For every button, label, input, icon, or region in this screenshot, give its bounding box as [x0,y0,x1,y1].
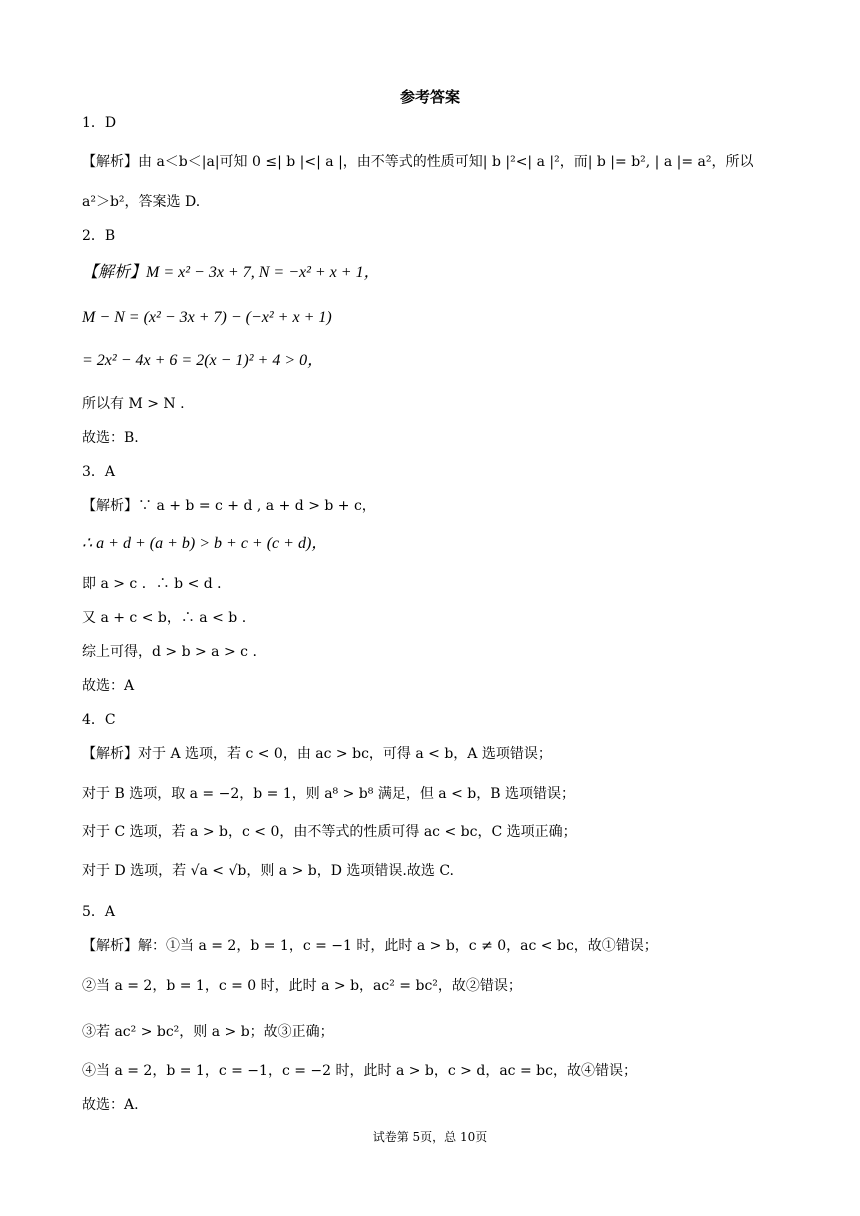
answer-4-option-a: 【解析】对于 A 选项，若 c < 0，由 ac > bc，可得 a < b，A 选项错误； [82,746,552,762]
page-title: 参考答案 [399,88,460,106]
answer-3-analysis: 【解析】∵ a + b = c + d , a + d > b + c， [82,498,376,514]
answer-5-label: 5．A [82,904,116,920]
answer-5-case-4: ④当 a = 2，b = 1，c = −1，c = −2 时，此时 a > b，c > d，ac = bc，故④错误； [82,1063,637,1079]
answer-4-option-c: 对于 C 选项，若 a > b，c < 0，由不等式的性质可得 ac < bc，C 选项正确； [82,824,577,840]
answer-4-option-d: 对于 D 选项，若 √a < √b，则 a > b，D 选项错误.故选 C. [82,863,454,879]
answer-2-step-1: M − N = (x² − 3x + 7) − (−x² + x + 1) [82,309,332,326]
answer-3-step-2: 即 a > c ．∴ b < d ． [82,576,232,592]
answer-2-choice: 故选：B. [82,430,139,446]
answer-2-result: 所以有 M > N . [82,396,185,412]
answer-5-choice: 故选：A. [82,1097,139,1113]
answer-1-conclusion: a²＞b²，答案选 D. [82,194,201,210]
answer-2-step-2: = 2x² − 4x + 6 = 2(x − 1)² + 4 > 0， [82,352,324,369]
answer-5-case-2: ②当 a = 2，b = 1，c = 0 时，此时 a > b，ac² = bc²，故②错误； [82,978,522,994]
answer-4-label: 4．C [82,712,116,728]
page-footer: 试卷第 5页，总 10页 [372,1130,488,1144]
answer-1-label: 1．D [82,115,117,131]
answer-1-analysis: 【解析】由 a＜b＜|a|可知 0 ≤| b |<| a |，由不等式的性质可知| b |²<| a |²，而| b |= b², | a |= a²，所以 [82,154,754,170]
answer-4-option-b: 对于 B 选项，取 a = −2，b = 1，则 a⁸ > b⁸ 满足，但 a < b，B 选项错误； [82,786,575,802]
answer-5-case-3: ③若 ac² > bc²，则 a > b；故③正确； [82,1024,334,1040]
answer-2-label: 2．B [82,228,116,244]
answer-3-step-3: 又 a + c < b，∴ a < b . [82,610,247,626]
answer-3-summary: 综上可得，d > b > a > c . [82,644,257,660]
answer-3-choice: 故选：A [82,678,135,694]
answer-5-case-1: 【解析】解：①当 a = 2，b = 1，c = −1 时，此时 a > b，c ≠ 0，ac < bc，故①错误； [82,938,658,954]
answer-3-label: 3．A [82,464,116,480]
answer-3-step-1: ∴ a + d + (a + b) > b + c + (c + d)， [82,535,328,552]
answer-2-analysis: 【解析】M = x² − 3x + 7, N = −x² + x + 1， [82,264,380,281]
